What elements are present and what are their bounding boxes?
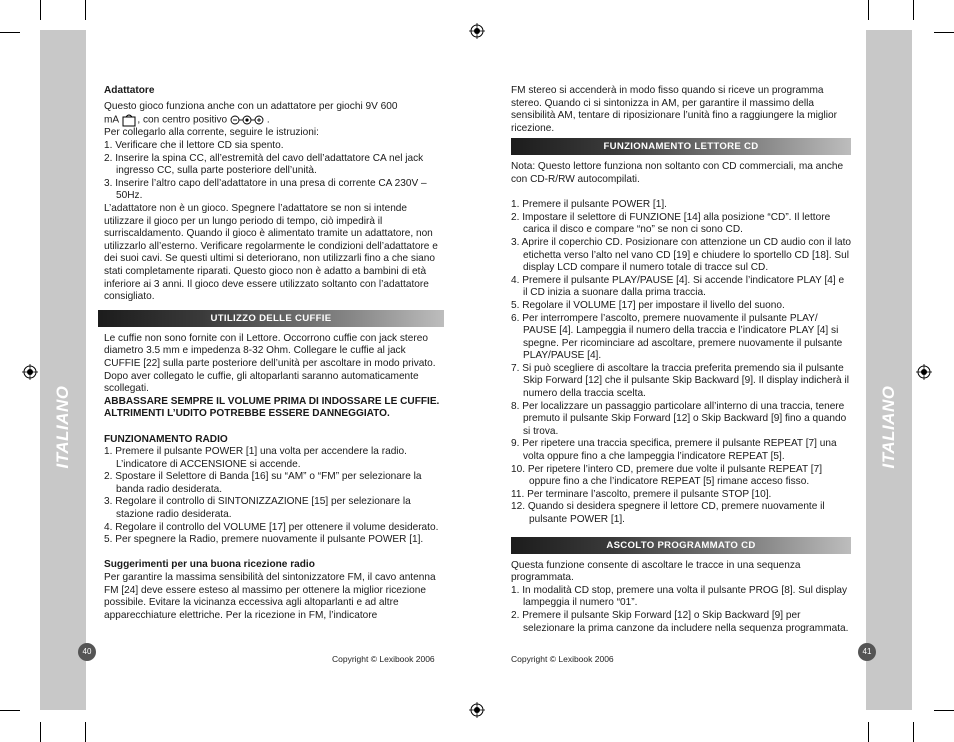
- page-number-right: 41: [858, 643, 876, 661]
- list-item: 3. Aprire il coperchio CD. Posizionare con attenzione un CD audio con il lato etichetta verso l’alto nel vano CD [19] e chiudere lo sportello CD [18]. Sul display LCD compare il numero totale di tracce sul CD.: [511, 236, 852, 274]
- list-item: 9. Per ripetere una traccia specifica, premere il pulsante REPEAT [7] una volta oppure fino a che lampeggia l’indicatore REPEAT [5].: [511, 438, 837, 463]
- headphones-text: Le cuffie non sono fornite con il Lettore. Occorrono cuffie con jack stereo diametro 3.5 mm e impedenza 8-32 Ohm. Collegare le cuffie al jack CUFFIE [22] sulla parte posteriore dell’unità per ascoltare in modo privato. Dopo aver collegato le cuffie, gli altoparlanti saranno automaticamente scollegati.: [104, 332, 436, 395]
- right-language-tab: [866, 30, 912, 710]
- adapter-heading: Adattatore: [104, 85, 155, 96]
- list-item: 2. Spostare il Selettore di Banda [16] su “AM” o “FM” per selezionare la banda radio desiderata.: [104, 471, 422, 495]
- adapter-note: L’adattatore non è un gioco. Spegnere l’adattatore se non si intende utilizzare il gioco per un lungo periodo di tempo, ciò impedirà il surriscaldamento. Quando il gioco è alimentato tramite un adattatore, non utilizzarlo all’esterno. Verificare regolarmente le condizioni dell’adattatore e dei suoi cavi. Se questi ultimi si deteriorano, non utilizzarli fino a che siano stati completamente riparati. Questo gioco non è adatto a bambini di età inferiore ai 3 anni. Il gioco deve essere utilizzato soltanto con l’adattatore consigliato.: [104, 203, 438, 303]
- section-bar-programmed-play: ASCOLTO PROGRAMMATO CD: [511, 537, 851, 554]
- tips-heading: Suggerimenti per una buona ricezione radio: [104, 559, 315, 571]
- left-page-column: [104, 85, 444, 622]
- list-item: 2. Premere il pulsante Skip Forward [12] o Skip Backward [9] per selezionare la prima canzone da includere nella sequenza programmata.: [511, 609, 849, 634]
- adapter-plug-icon: [121, 113, 137, 127]
- list-item: 8. Per localizzare un passaggio particolare all’interno di una traccia, tenere premuto il pulsante Skip Forward [12] o Skip Backward [9] fino a quando si trova.: [511, 400, 847, 437]
- registration-mark-icon: [916, 364, 932, 380]
- headphones-warning: ABBASSARE SEMPRE IL VOLUME PRIMA DI INDOSSARE LE CUFFIE. ALTRIMENTI L’UDITO POTREBBE ESSERE DANNEGGIATO.: [104, 395, 440, 420]
- adapter-line-2: mA , con centro positivo .: [104, 114, 270, 126]
- adapter-connect-text: Per collegarlo alla corrente, seguire le istruzioni:: [104, 127, 319, 139]
- list-item: 6. Per interrompere l’ascolto, premere nuovamente il pulsante PLAY/ PAUSE [4]. Lampeggia il numero della traccia e l’indicatore PLAY [4] si spegne. Per ricominciare ad ascoltare, premere nuovamente il pulsante PLAY/PAUSE [4].: [511, 312, 843, 362]
- list-item: 3. Inserire l’altro capo dell’adattatore in una presa di corrente CA 230V – 50Hz.: [104, 177, 427, 202]
- list-item: 1. Premere il pulsante POWER [1].: [511, 199, 667, 211]
- section-bar-headphones: UTILIZZO DELLE CUFFIE: [98, 310, 444, 327]
- copyright-left: Copyright © Lexibook 2006: [332, 654, 435, 664]
- list-item: 7. Si può scegliere di ascoltare la traccia preferita premendo sia il pulsante Skip Forward [12] che il pulsante Skip Backward [9]. Il display indicherà il numero della traccia scelta.: [511, 362, 849, 400]
- page-number-left: 40: [78, 643, 96, 661]
- list-item: 4. Premere il pulsante PLAY/PAUSE [4]. Si accende l’indicatore PLAY [4] e il CD inizia a suonare dalla prima traccia.: [511, 274, 845, 299]
- language-label-right: ITALIANO: [879, 385, 898, 469]
- registration-mark-icon: [22, 364, 38, 380]
- center-positive-polarity-icon: [230, 115, 264, 125]
- section-bar-cd-player: FUNZIONAMENTO LETTORE CD: [511, 138, 851, 155]
- language-label-left: ITALIANO: [53, 385, 72, 469]
- radio-heading: FUNZIONAMENTO RADIO: [104, 433, 228, 445]
- list-item: 2. Impostare il selettore di FUNZIONE [14] alla posizione “CD”. Il lettore carica il disco e compare “no” se non ci sono CD.: [511, 211, 831, 236]
- list-item: 11. Per terminare l’ascolto, premere il pulsante STOP [10].: [511, 488, 772, 500]
- cd-note: Nota: Questo lettore funziona non soltanto con CD commerciali, ma anche con CD-R/RW autocompilati.: [511, 161, 844, 185]
- list-item: 5. Per spegnere la Radio, premere nuovamente il pulsante POWER [1].: [104, 534, 424, 546]
- program-intro-text: Questa funzione consente di ascoltare le tracce in una sequenza programmata.: [511, 559, 801, 584]
- list-item: 1. Premere il pulsante POWER [1] una volta per accendere la radio. L’indicatore di ACCENSIONE si accende.: [104, 446, 407, 470]
- list-item: 5. Regolare il VOLUME [17] per impostare il livello del suono.: [511, 299, 785, 311]
- list-item: 4. Regolare il controllo del VOLUME [17] per ottenere il volume desiderato.: [104, 521, 439, 533]
- tips-text: Per garantire la massima sensibilità del sintonizzatore FM, il cavo antenna FM [24] deve essere esteso al massimo per ottenere la miglior ricezione possibile. Evitare la vicinanza eccessiva agli altoparlanti e ad altre apparecchiature elettriche. Per la ricezione in FM, l’indicatore: [104, 572, 436, 621]
- list-item: 3. Regolare il controllo di SINTONIZZAZIONE [15] per selezionare la stazione radio desiderata.: [104, 496, 411, 521]
- registration-mark-icon: [469, 23, 485, 39]
- copyright-right: Copyright © Lexibook 2006: [511, 654, 614, 664]
- adapter-line-1: Questo gioco funziona anche con un adattatore per giochi 9V 600: [104, 100, 398, 112]
- list-item: 12. Quando si desidera spegnere il lettore CD, premere nuovamente il pulsante POWER [1].: [511, 501, 825, 525]
- list-item: 1. In modalità CD stop, premere una volta il pulsante PROG [8]. Sul display lampeggia il numero “01”.: [511, 584, 848, 609]
- fm-intro-text: FM stereo si accenderà in modo fisso quando si riceve un programma stereo. Quando ci si sintonizza in AM, per garantire il massimo della sensibilità AM, tentare di riposizionare l’unità fino a raggiungere la miglior ricezione.: [511, 85, 837, 134]
- right-page-column: [511, 85, 851, 635]
- left-language-tab: [40, 30, 86, 710]
- list-item: 1. Verificare che il lettore CD sia spento.: [104, 140, 284, 152]
- registration-mark-icon: [469, 702, 485, 718]
- list-item: 2. Inserire la spina CC, all’estremità del cavo dell’adattatore CA nel jack ingresso CC, sulla parte posteriore dell’unità.: [104, 152, 424, 177]
- list-item: 10. Per ripetere l’intero CD, premere due volte il pulsante REPEAT [7] oppure fino a che l’indicatore REPEAT [5] rimane acceso fisso.: [511, 463, 822, 488]
